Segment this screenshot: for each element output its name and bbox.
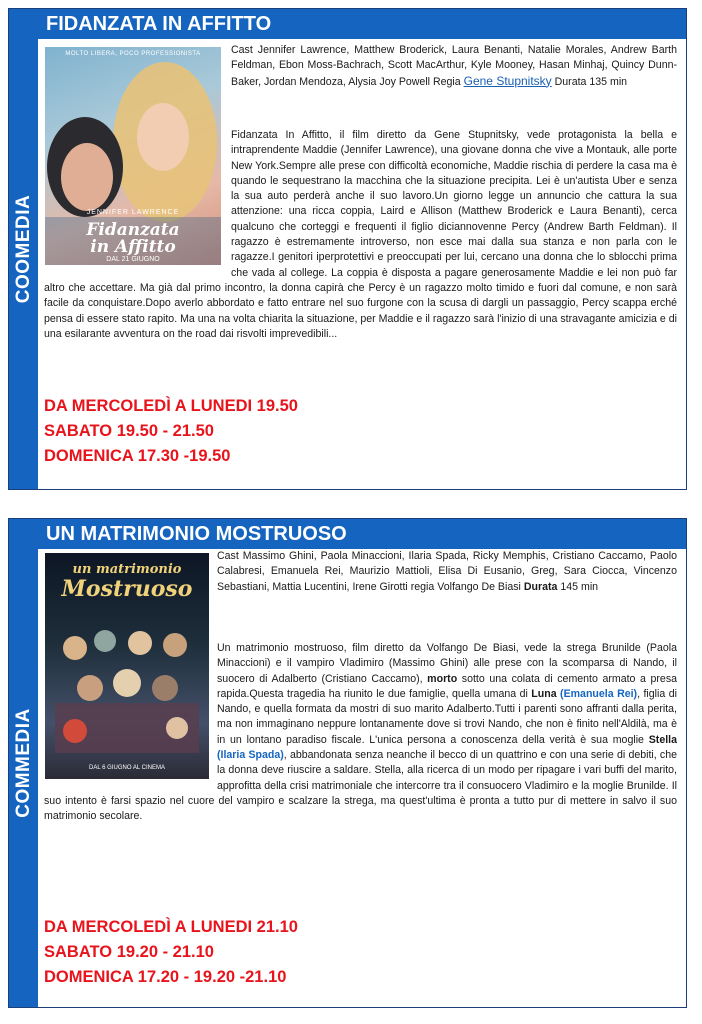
schedule-line: SABATO 19.20 - 21.10: [44, 943, 214, 961]
cast-credits: [231, 43, 677, 90]
cast-label: Cast: [231, 44, 253, 56]
cast-label: Cast: [217, 550, 239, 562]
schedule-line: DOMENICA 17.30 -19.50: [44, 447, 231, 465]
director-name: Volfango De Biasi: [437, 580, 521, 593]
schedule: [44, 915, 298, 990]
duration-value: 145 min: [560, 580, 599, 593]
duration-label: Durata: [554, 75, 587, 88]
schedule-line: DA MERCOLEDÌ A LUNEDI 19.50: [44, 397, 298, 415]
schedule-line: SABATO 19.50 - 21.50: [44, 422, 214, 440]
synopsis-text: Fidanzata In Affitto, il film diretto da Gene Stupnitsky, vede protagonista la bella e intraprendente Maddie (Jennifer Lawrence), una giovane donna che vive a Montauk, alle porte New York.Sempre alle prese con difficoltà economiche, Maddie rischia di perdere la casa ma è quando le sequestrano la macchina che la situazione precipita. Lei è un'autista Uber e senza la sua auto perderà anche il suo lavoro.Un giorno legge un annuncio che cattura la sua attenzione: una ricca coppia, Laird e Allison (Matthew Broderick e Laura Benanti), cerca qualcuno che corteggi e frequenti il figlio diciannovenne Percy (Andrew Barth Feldman). Il ragazzo è estremamente introverso, non esce mai dalla sua stanza e non parla con le ragazze.I genitori iperprotettivi e preoccupati per lui, cercano una donna che lo sblocchi prima che vada al college. La coppia è disposta a pagare generosamente Maddie e lei non può far altro che accettare. Ma già dal primo incontro, la donna capirà che Percy è un ragazzo molto timido e fuori dal comune, e non sarà facile da conquistare.Dopo averlo abbordato e fatto entrare nel suo furgone con la scusa di dargli un passaggio, Percy scappa erché pensa di essere stato rapito. Ma una na volta chiarita la situazione, per Maddie e il ragazzo sarà l'inizio di una stravagante amicizia e di una esilarante avventura on the road dai risvolti imprevedibili...: [44, 129, 677, 340]
synopsis-text: Un matrimonio mostruoso, film diretto da Volfango De Biasi, vede la strega Brunilde (Paola Minaccioni) e il vampiro Vladimiro (Massimo Ghini) alle prese con la scomparsa di Nando, il suocero di Adalberto (Cristiano Caccamo),: [217, 642, 677, 685]
poster-date: DAL 21 GIUGNO: [106, 256, 160, 263]
synopsis: [44, 641, 677, 901]
poster-title-line1: Fidanzata: [86, 220, 180, 240]
schedule: [44, 394, 298, 469]
schedule-line: DOMENICA 17.20 - 19.20 -21.10: [44, 968, 287, 986]
cast-list: Jennifer Lawrence, Matthew Broderick, Laura Benanti, Natalie Morales, Andrew Barth Feldman, Ebon Moss-Bachrach, Scott MacArthur, Kyle Mooney, Hasan Minhaj, Quincy Dunn-Baker, Jordan Mendoza, Alysia Joy Powell: [231, 44, 677, 88]
genre-sidebar: [9, 519, 38, 1007]
synopsis-actor: (Ilaria Spada): [217, 749, 284, 762]
director-label: regia: [410, 580, 435, 593]
schedule-line: DA MERCOLEDÌ A LUNEDI 21.10: [44, 918, 298, 936]
poster-title-line1: un matrimonio: [72, 562, 182, 577]
cast-credits: [217, 549, 677, 595]
director-link[interactable]: Gene Stupnitsky: [463, 73, 552, 88]
duration-value: 135 min: [589, 75, 628, 88]
poster-date: DAL 6 GIUGNO AL CINEMA: [89, 765, 165, 771]
synopsis-text: , figlia di Nando, e quella formata da mostri di suo marito Adalberto.Tutti i parenti sono affranti dalla perita, ma non immaginano neppure lontanamente dove si trovi Nando, che non è finito nell'Aldilà, ma è in un lontano paradiso fiscale. L'unica persona a conoscenza della verità è sua moglie: [217, 687, 677, 746]
poster-title-line2: Mostruoso: [61, 576, 193, 602]
film-card-fidanzata: [8, 8, 687, 490]
synopsis-emphasis: morto: [427, 672, 458, 685]
genre-sidebar: [9, 9, 38, 489]
synopsis-text: , abbandonata senza neanche il becco di un quattrino e con una serie di debiti, che la donna deve riuscire a saldare. Stella, alla ricerca di un modo per ripagare i vari buffi del marito, approfitta della crisi matrimoniale che intercorre tra il consuocero Vladimiro e la moglie Brunilde. Il suo intento è farsi spazio nel cuore del vampiro e scalzare la strega, ma quest'ultima è pronta a tutto pur di mettere in salvo il suo matrimonio secolare.: [44, 749, 677, 823]
synopsis-text: sotto una colata di cemento armato a presa rapida.Questa tragedia ha riunito le due famiglie, quella umana di: [217, 672, 677, 700]
synopsis-emphasis: Luna: [531, 687, 557, 700]
cast-list: Massimo Ghini, Paola Minaccioni, Ilaria Spada, Ricky Memphis, Cristiano Caccamo, Paolo Calabresi, Emanuela Rei, Maurizio Mattioli, Elisa Di Eusanio, Greg, Sara Ciocca, Vincenzo Sebastiani, Mattia Lucentini, Irene Girotti: [217, 550, 677, 593]
poster-tagline: MOLTO LIBERA, POCO PROFESSIONISTA: [65, 51, 201, 57]
synopsis: [44, 128, 677, 378]
director-label: Regia: [432, 75, 461, 88]
synopsis-actor: (Emanuela Rei): [560, 687, 638, 700]
film-title: FIDANZATA IN AFFITTO: [38, 9, 686, 39]
duration-label: Durata: [523, 580, 558, 593]
genre-label: COMMEDIA: [12, 708, 34, 818]
poster-actor: JENNIFER LAWRENCE: [86, 209, 180, 216]
genre-label: COOMEDIA: [12, 194, 34, 304]
synopsis-emphasis: Stella: [648, 733, 677, 746]
poster-title-line2: in Affitto: [90, 237, 176, 257]
film-card-matrimonio: [8, 518, 687, 1008]
film-title: UN MATRIMONIO MOSTRUOSO: [38, 519, 686, 549]
